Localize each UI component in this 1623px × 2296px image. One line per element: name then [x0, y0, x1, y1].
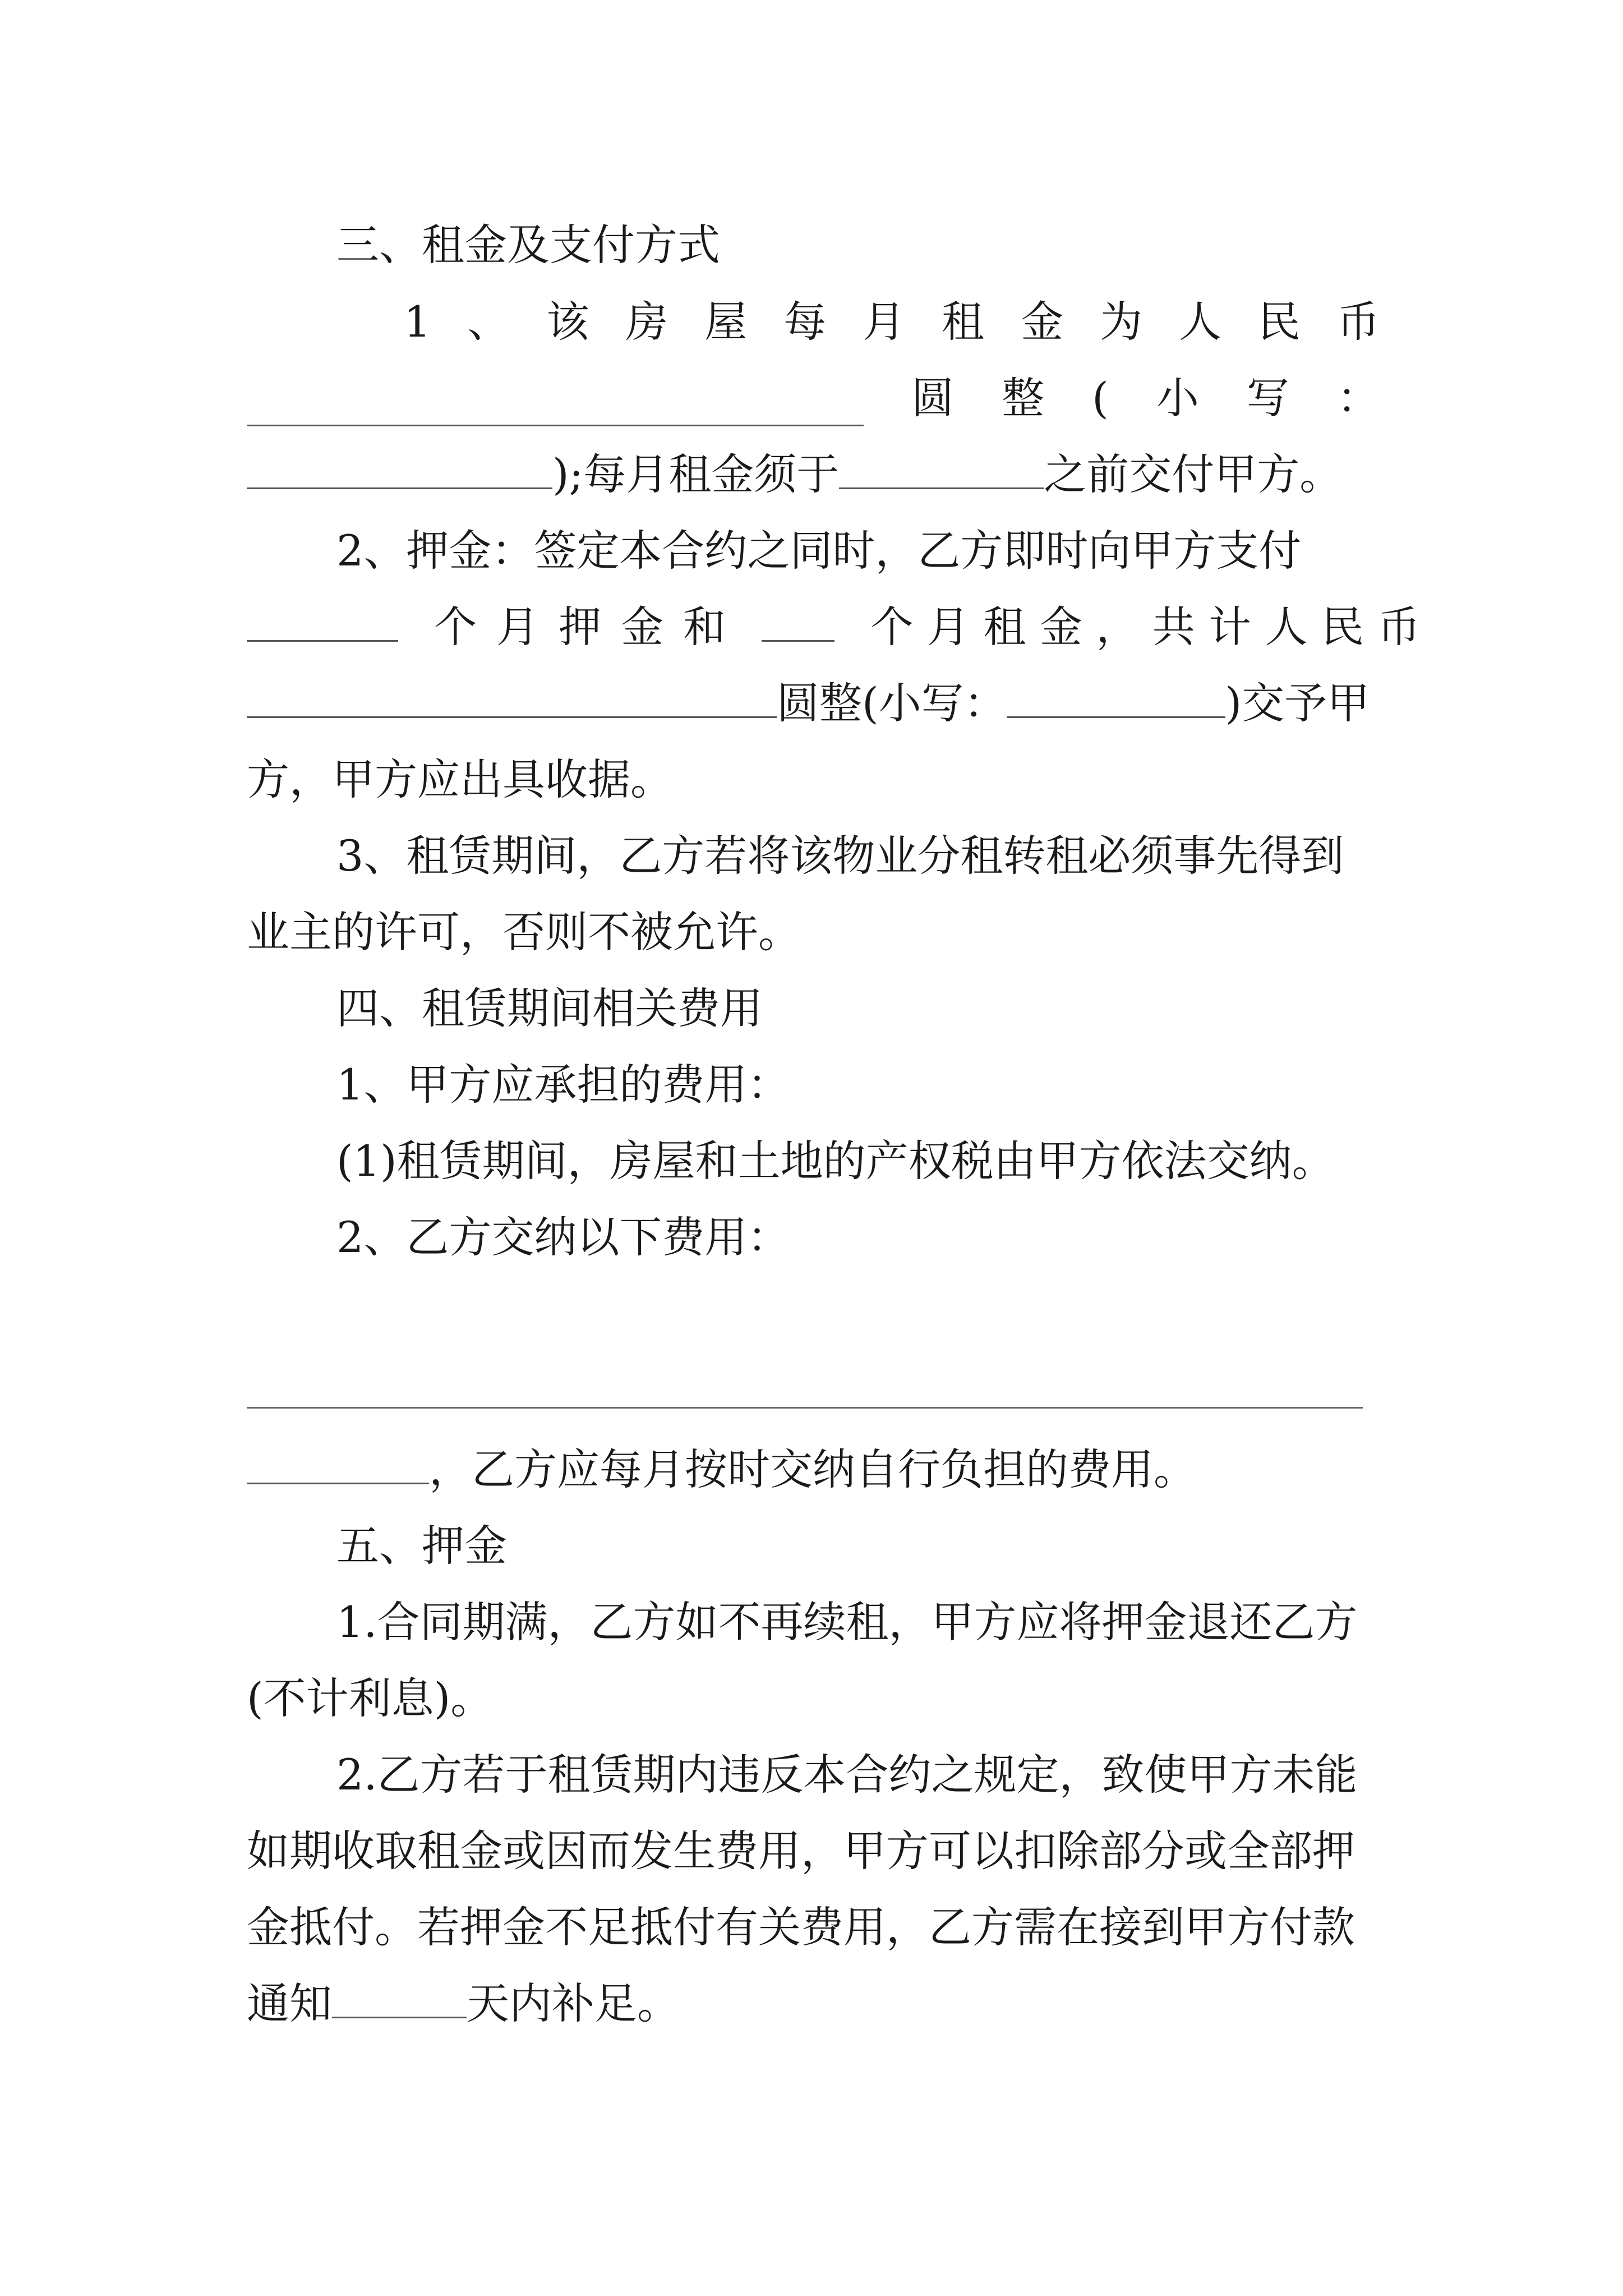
deposit-months-blank[interactable]: [247, 605, 398, 642]
deposit-months-char: 金: [621, 602, 664, 652]
section-3-item-2-line-3: [247, 675, 1380, 731]
total-amount-char: 共: [1152, 602, 1195, 652]
section-4-item-1-sub-1: (1)租赁期间，房屋和土地的产权税由甲方依法交纳。: [336, 1136, 1335, 1186]
deposit-months-char: 和: [683, 602, 726, 652]
section-3-item-1-line-1: [404, 294, 1380, 350]
deposit-months-char: 月: [496, 602, 540, 652]
section-4-item-2-tail: [247, 1442, 1380, 1498]
section-5-item-2-line-4: [247, 1976, 1380, 2032]
section-3-item-3-line-2: 业主的许可，否则不被允许。: [247, 907, 801, 957]
deposit-months-char: 个: [434, 602, 477, 652]
total-lowercase-blank[interactable]: [1007, 682, 1225, 718]
total-amount-char: 民: [1321, 602, 1364, 652]
total-amount-char: 个: [870, 602, 914, 652]
section-5-item-2-line-2: 如期收取租金或因而发生费用，甲方可以扣除部分或全部押: [247, 1826, 1355, 1876]
lowercase-label: 圆整(小写：: [777, 678, 1007, 728]
section-5-item-1-line-1: 1.合同期满，乙方如不再续租，甲方应将押金退还乙方: [336, 1597, 1358, 1647]
rent-statement-char: 人: [1179, 297, 1222, 347]
rent-statement-char: 屋: [704, 297, 748, 347]
section-3-heading: 三、租金及支付方式: [336, 220, 720, 270]
rent-unit-char: 写: [1246, 373, 1289, 423]
section-4-item-1: 1、甲方应承担的费用：: [336, 1060, 790, 1110]
pay-to-party-a-text: 之前交付甲方。: [1044, 449, 1343, 499]
payment-due-date-blank[interactable]: [839, 453, 1044, 489]
rent-statement-char: 房: [625, 297, 668, 347]
rent-statement-char: 、: [467, 297, 510, 347]
rent-statement-char: 月: [863, 297, 906, 347]
fees-list-blank-line[interactable]: [247, 1407, 1363, 1409]
section-4-item-2: 2、乙方交纳以下费用：: [336, 1212, 790, 1262]
rent-statement-char: 民: [1258, 297, 1301, 347]
section-3-item-3-line-1: 3、租赁期间，乙方若将该物业分租转租必须事先得到: [336, 831, 1344, 881]
rent-amount-blank[interactable]: [247, 390, 864, 426]
rent-statement-char: 该: [546, 297, 589, 347]
fees-tail-text: ，乙方应每月按时交纳自行负担的费用。: [429, 1444, 1196, 1494]
rent-statement-char: 币: [1336, 297, 1380, 347]
total-amount-blank[interactable]: [247, 682, 777, 718]
rent-statement-char: 租: [942, 297, 985, 347]
rent-unit-char: 圆: [911, 373, 955, 423]
notice-text: 通知: [247, 1978, 332, 2028]
rent-statement-char: 1: [404, 297, 431, 347]
section-5-heading: 五、押金: [336, 1521, 507, 1571]
section-4-heading: 四、租赁期间相关费用: [336, 983, 763, 1033]
rent-statement-char: 每: [783, 297, 827, 347]
section-3-item-1-line-2: [247, 370, 1380, 426]
payment-due-text: );每月租金须于: [552, 449, 840, 499]
rent-months-blank[interactable]: [762, 605, 834, 642]
section-3-item-2-line-2: [247, 599, 1421, 655]
total-amount-char: 币: [1377, 602, 1421, 652]
total-amount-text: [871, 599, 1421, 655]
section-5-item-2-line-3: 金抵付。若押金不足抵付有关费用，乙方需在接到甲方付款: [247, 1902, 1355, 1952]
rent-unit-char: (: [1092, 373, 1109, 423]
rent-unit-char: 小: [1156, 373, 1199, 423]
rent-unit-char: ：: [1336, 373, 1380, 423]
rent-statement-char: 金: [1021, 297, 1064, 347]
deposit-months-char: 押: [559, 602, 602, 652]
section-3-item-2-line-1: 2、押金：签定本合约之同时，乙方即时向甲方支付: [336, 526, 1302, 576]
total-amount-char: 金: [1039, 602, 1082, 652]
replenish-days-blank[interactable]: [332, 1982, 467, 2018]
rent-lowercase-blank[interactable]: [247, 453, 552, 489]
section-5-item-2-line-1: 2.乙方若于租赁期内违反本合约之规定，致使甲方未能: [336, 1750, 1358, 1800]
total-amount-char: 月: [926, 602, 970, 652]
total-amount-char: 租: [983, 602, 1026, 652]
section-3-item-1-line-3: [247, 447, 1380, 503]
total-amount-char: 人: [1265, 602, 1308, 652]
total-amount-char: ，: [1096, 602, 1139, 652]
replenish-text: 天内补足。: [467, 1978, 680, 2028]
handover-text: )交予甲: [1225, 678, 1370, 728]
fees-blank[interactable]: [247, 1448, 429, 1484]
rent-statement-char: 为: [1100, 297, 1143, 347]
total-amount-char: 计: [1209, 602, 1252, 652]
deposit-months-text: [434, 599, 726, 655]
section-3-item-2-line-4: 方，甲方应出具收据。: [247, 754, 673, 804]
section-5-item-1-line-2: (不计利息)。: [247, 1673, 494, 1723]
rent-unit-char: 整: [1002, 373, 1045, 423]
